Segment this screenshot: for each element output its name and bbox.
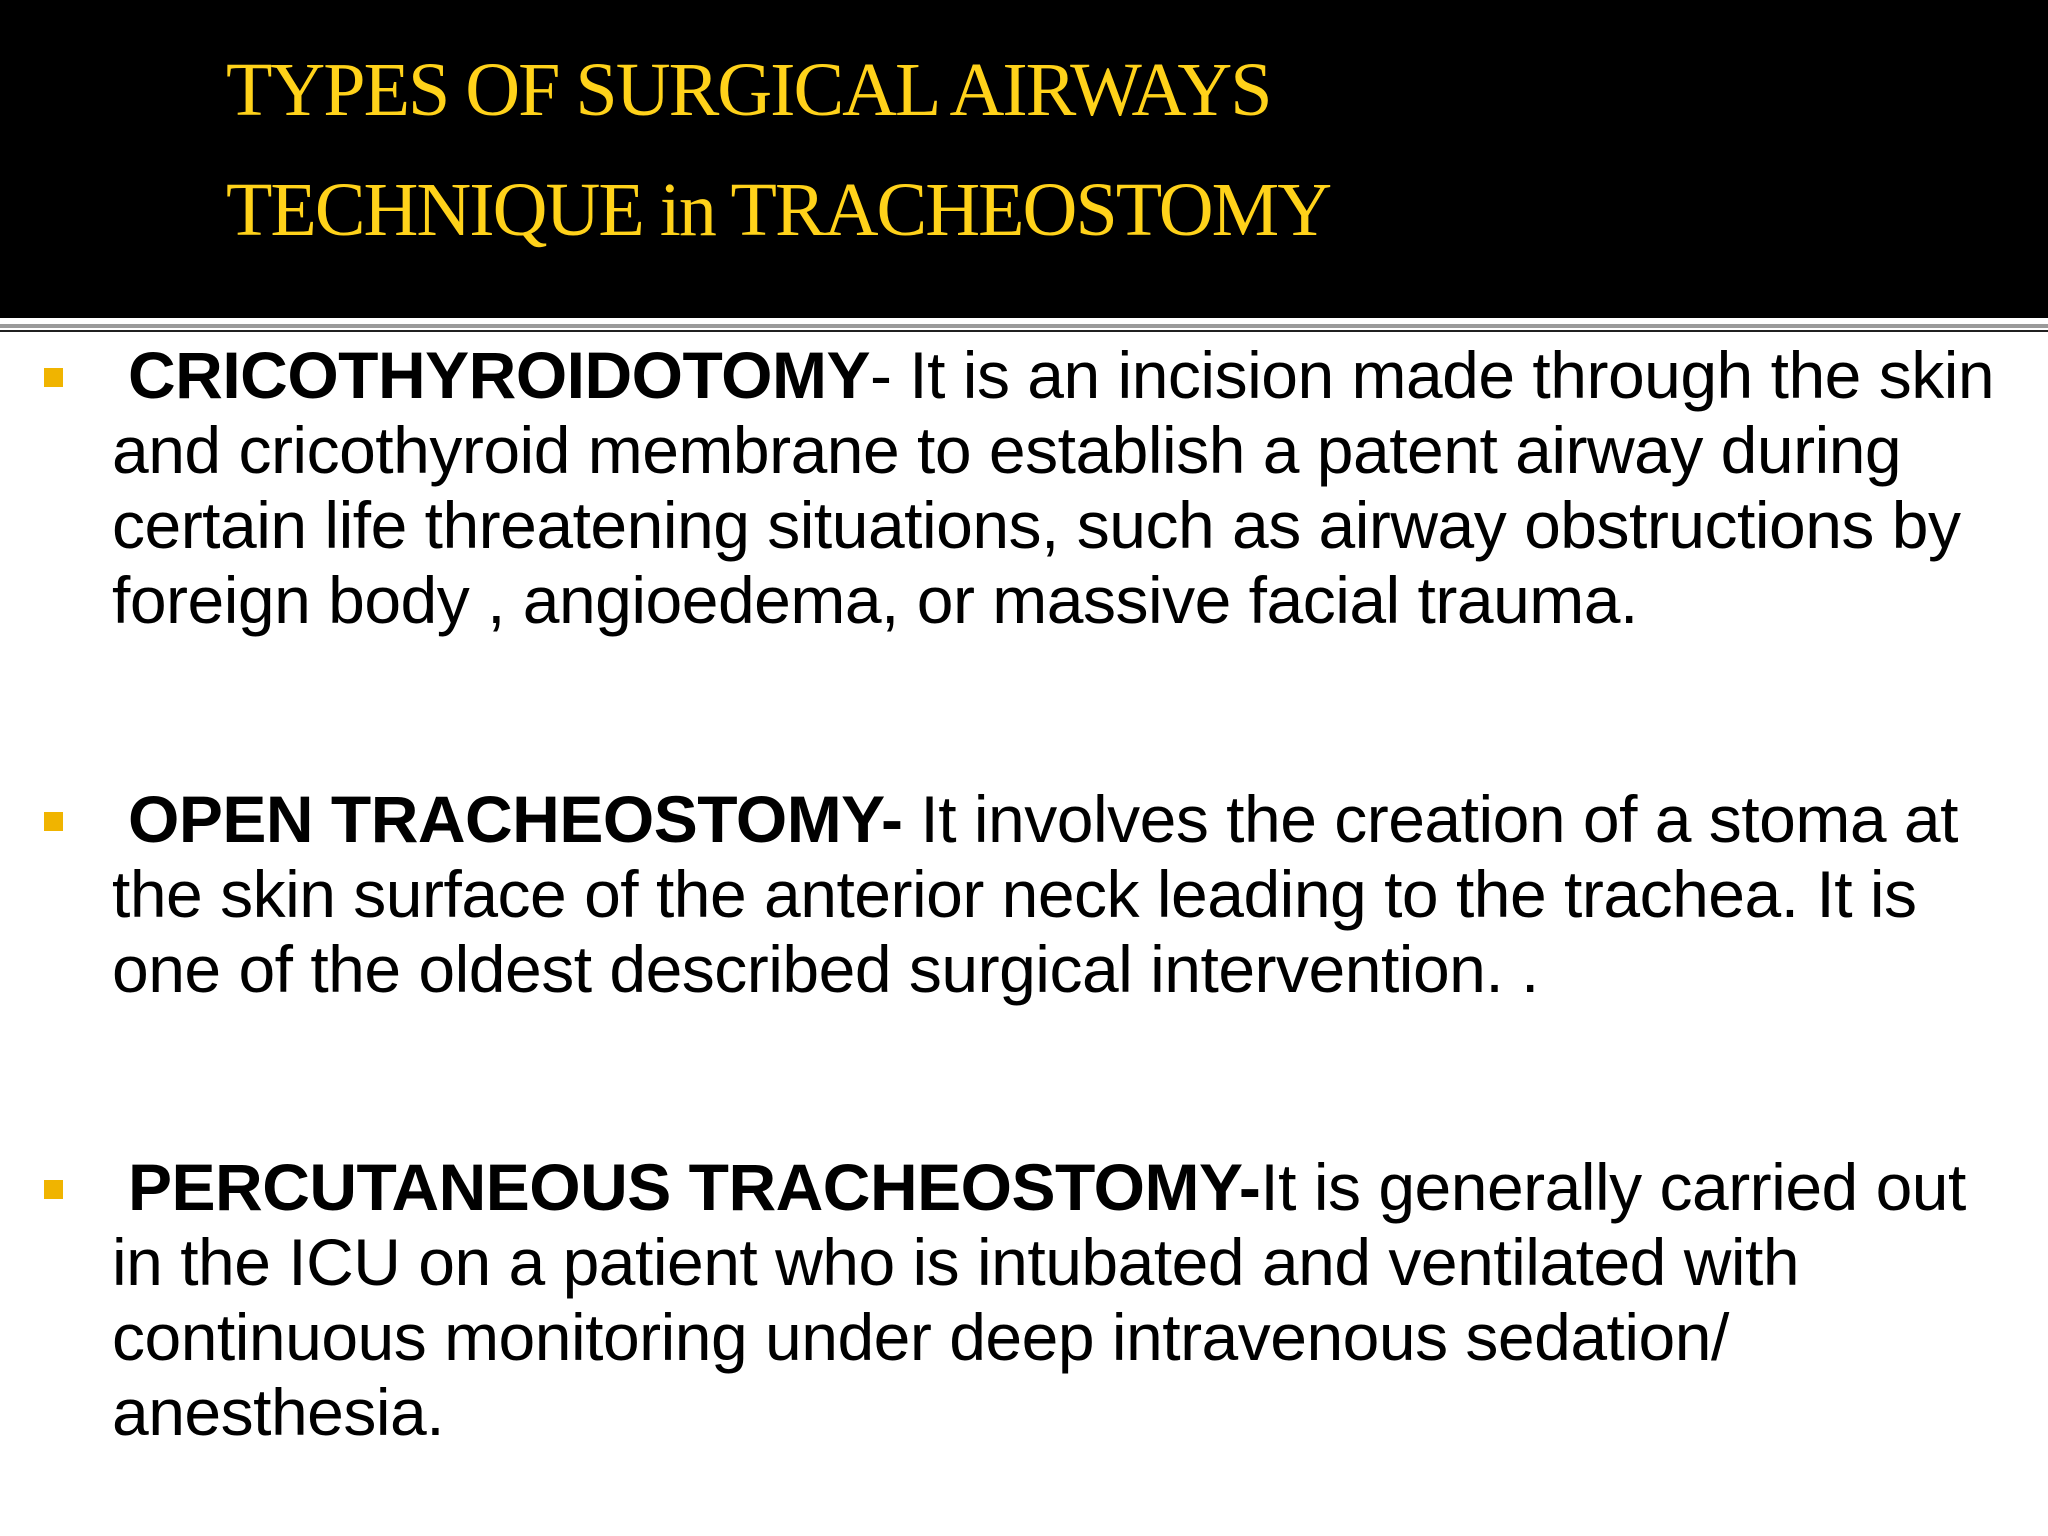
header-divider-black (0, 330, 2048, 332)
bullet-percutaneous-tracheostomy (112, 1150, 2032, 1450)
bullet-description: - It is an incision made through the skin and cricothyroid membrane to establish a patent airway during certain life threatening situations, such as airway obstructions by foreign body , angioedema, or massive facial trauma. (112, 338, 1995, 637)
bullet-term: PERCUTANEOUS TRACHEOSTOMY- (128, 1150, 1261, 1224)
bullet-open-tracheostomy (112, 782, 2032, 1007)
bullet-term: CRICOTHYROIDOTOMY (128, 338, 870, 412)
bullet-cricothyroidotomy (112, 338, 2032, 638)
slide-title-line-1: TYPES OF SURGICAL AIRWAYS (226, 48, 1271, 132)
square-bullet-icon (44, 368, 63, 387)
bullet-term: OPEN TRACHEOSTOMY- (128, 782, 903, 856)
title-header-band (0, 0, 2048, 318)
bullet-description: It involves the creation of a stoma at the skin surface of the anterior neck leading to the trachea. It is one of the oldest described surgical intervention. . (112, 782, 1958, 1006)
square-bullet-icon (44, 1180, 63, 1199)
header-divider-gray (0, 324, 2048, 328)
bullet-description: It is generally carried out in the ICU on a patient who is intubated and ventilated with continuous monitoring under deep intravenous sedation/ anesthesia. (112, 1150, 1966, 1449)
slide-title-line-2: TECHNIQUE in TRACHEOSTOMY (226, 168, 1331, 252)
square-bullet-icon (44, 812, 63, 831)
